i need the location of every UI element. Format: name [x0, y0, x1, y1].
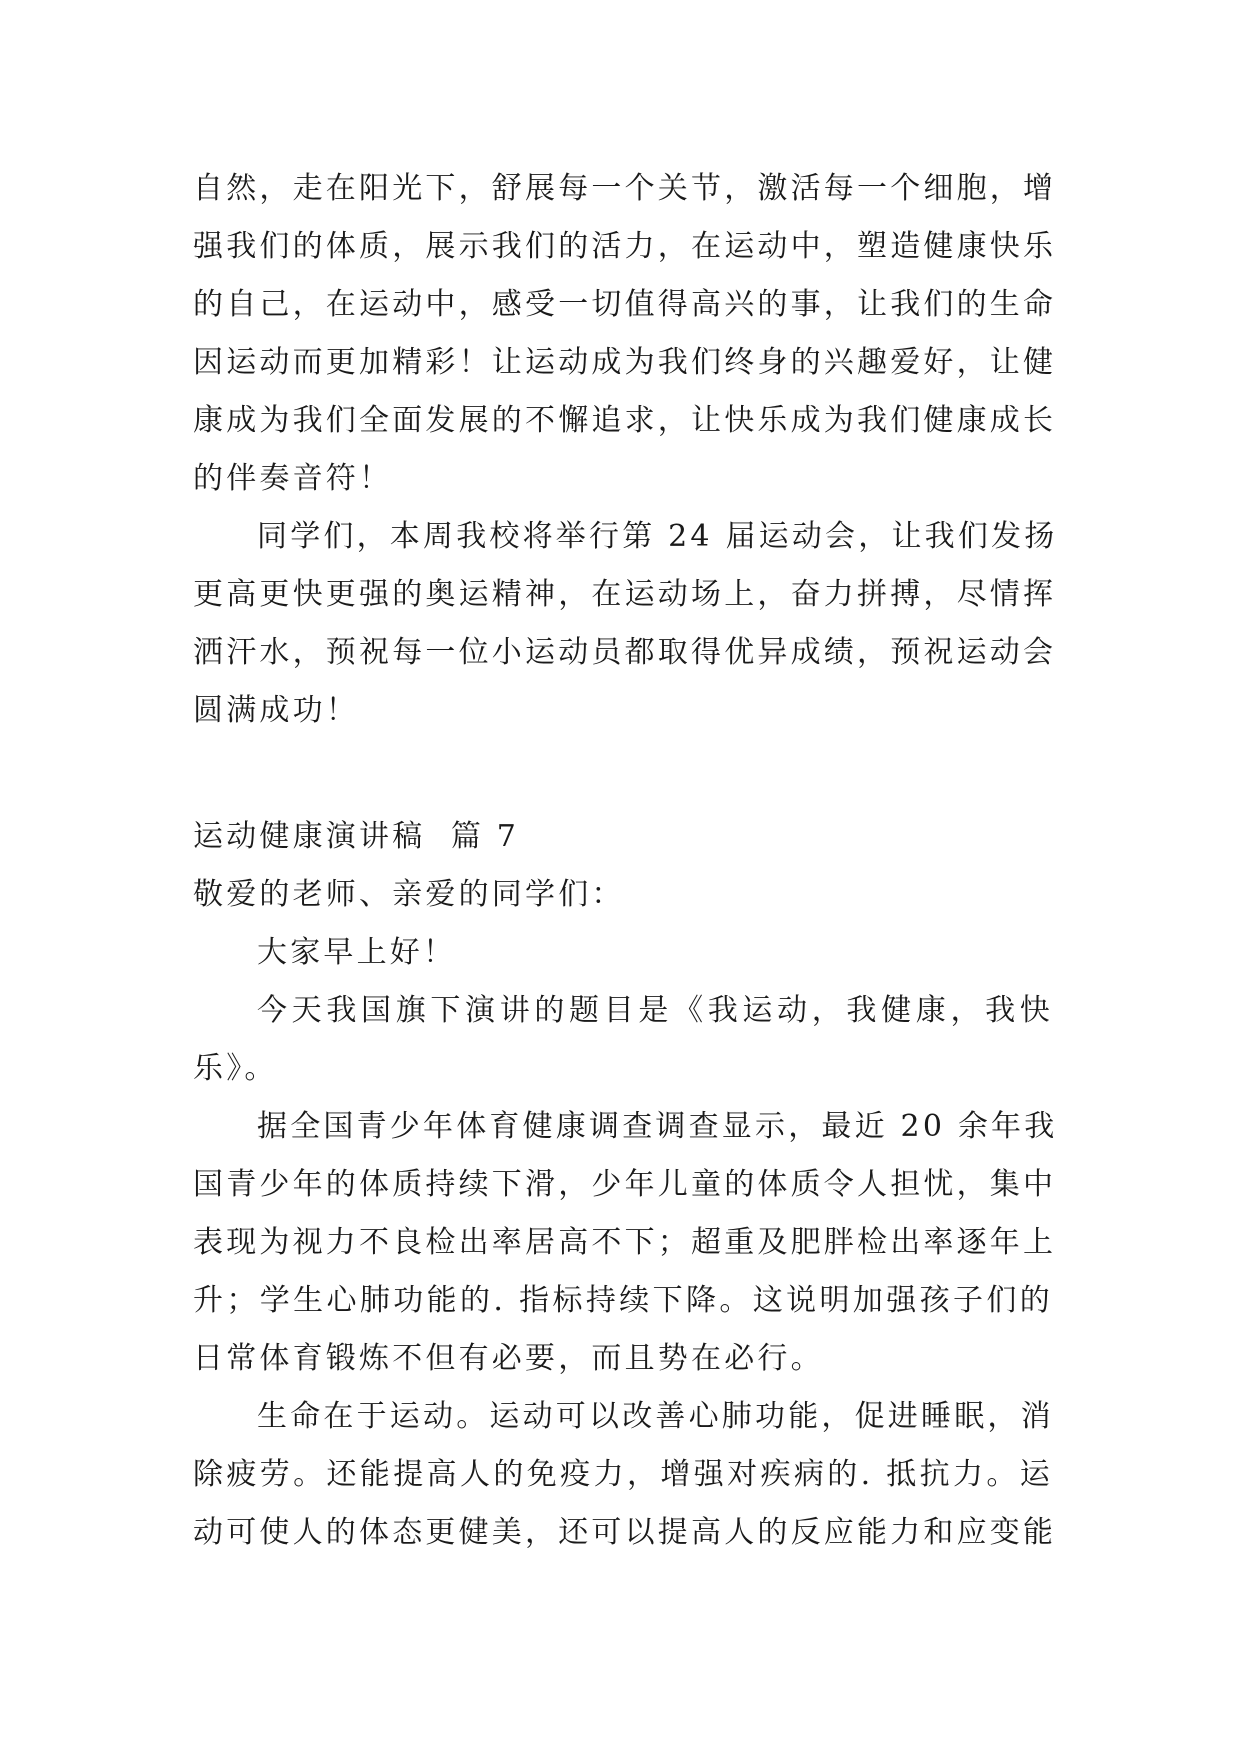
salutation: 敬爱的老师、亲爱的同学们：: [193, 877, 625, 912]
text-line: 生命在于运动。运动可以改善心肺功能，促进睡眠，消: [257, 1399, 1054, 1434]
text-line: 圆满成功！: [193, 693, 359, 728]
text-line: 更高更快更强的奥运精神，在运动场上，奋力拼搏，尽情挥: [193, 577, 1057, 612]
text-line: 自然，走在阳光下，舒展每一个关节，激活每一个细胞，增: [193, 171, 1057, 206]
text-line: 因运动而更加精彩！让运动成为我们终身的兴趣爱好，让健: [193, 345, 1057, 380]
text-line: 国青少年的体质持续下滑，少年儿童的体质令人担忧，集中: [193, 1167, 1057, 1202]
text-line: 据全国青少年体育健康调查调查显示，最近 20 余年我: [257, 1109, 1058, 1144]
text-line: 表现为视力不良检出率居高不下；超重及肥胖检出率逐年上: [193, 1225, 1057, 1260]
section-title: 运动健康演讲稿 篇 7: [193, 819, 520, 854]
text-line: 乐》。: [193, 1051, 278, 1086]
text-line: 强我们的体质，展示我们的活力，在运动中，塑造健康快乐: [193, 229, 1057, 264]
text-line: 洒汗水，预祝每一位小运动员都取得优异成绩，预祝运动会: [193, 635, 1057, 670]
document-page: [193, 160, 1058, 1562]
text-line: 动可使人的体态更健美，还可以提高人的反应能力和应变能: [193, 1515, 1057, 1550]
text-line: 今天我国旗下演讲的题目是《我运动，我健康，我快: [257, 993, 1053, 1028]
text-line: 的伴奏音符！: [193, 461, 393, 496]
text-line: 升；学生心肺功能的. 指标持续下降。这说明加强孩子们的: [193, 1283, 1053, 1318]
text-line: 除疲劳。还能提高人的免疫力，增强对疾病的. 抵抗力。运: [193, 1457, 1053, 1492]
text-line: 同学们，本周我校将举行第 24 届运动会，让我们发扬: [257, 519, 1058, 554]
text-line: 日常体育锻炼不但有必要，而且势在必行。: [193, 1341, 824, 1376]
text-line: 的自己，在运动中，感受一切值得高兴的事，让我们的生命: [193, 287, 1057, 322]
greeting: 大家早上好！: [257, 935, 457, 970]
text-line: 康成为我们全面发展的不懈追求，让快乐成为我们健康成长: [193, 403, 1057, 438]
spacer: [193, 740, 1053, 808]
